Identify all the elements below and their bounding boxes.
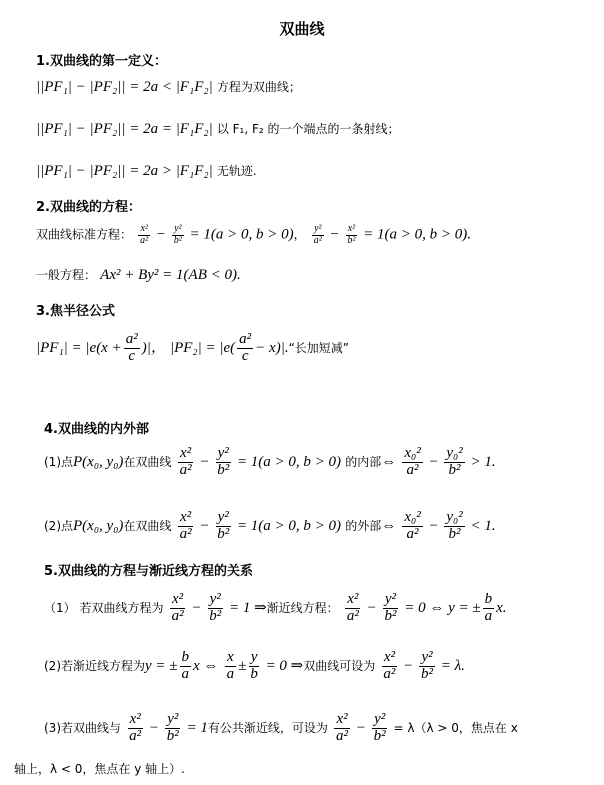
inner-region-line: (1)点P(x₀, y₀)在双曲线 $\frac{\text{x²}}{\text{a²}}$ − $\frac{\text{y²}}{\text{b²}}$ = 1(a > 0, b > 0) 的内部⇔ $\frac{\text{x₀²}}{\text{a²}}$ − $\frac{\text{y₀²}}{\text{b²}}$ > 1. <box>44 445 496 478</box>
focal-radius-line: |PF₁| = |e(x + $\frac{\text{a²}}{c}$ )|， |PF₂| = |e( $\frac{\text{a²}}{c}$ − x)|.“长加短减” <box>36 331 350 364</box>
frac-inner-y2b2: $\frac{\text{y²}}{\text{b²}}$ <box>217 445 230 478</box>
section-1-heading: 1.双曲线的第一定义： <box>36 54 167 69</box>
frac-r1-ba: $\frac{b}{a}$ <box>484 591 493 624</box>
frac-r3-x2a2: $\frac{\text{x²}}{\text{a²}}$ <box>129 711 142 744</box>
asymptote-rule-3-continued: 轴上，λ < 0，焦点在 y 轴上）. <box>14 762 185 776</box>
frac-r1-x2a2: $\frac{\text{x²}}{\text{a²}}$ <box>171 591 184 624</box>
definition-line-3 <box>36 162 596 180</box>
frac-x2-b2: $\frac{\text{x²}}{\text{b²}}$ <box>347 223 356 246</box>
definition-formula-1: ||PF₁| − |PF₂|| = 2a < |F₁F₂| <box>36 79 213 95</box>
standard-condition-2: = 1(a > 0, b > 0). <box>359 226 472 243</box>
frac-inner-y0: $\frac{\text{y₀²}}{\text{b²}}$ <box>446 445 463 478</box>
asymptote-rule-3: (3)若双曲线与 $\frac{\text{x²}}{\text{a²}}$ − $\frac{\text{y²}}{\text{b²}}$ = 1有公共渐近线，可设为 $\frac{\text{x²}}{\text{a²}}$ − $\frac{\text{y²}}{\text{b²}}$ = λ（λ > 0，焦点在 x <box>44 711 518 744</box>
frac-inner-x2a2: $\frac{\text{x²}}{\text{a²}}$ <box>179 445 192 478</box>
asymptote-rule-1: （1） 若双曲线方程为 $\frac{\text{x²}}{\text{a²}}$ − $\frac{\text{y²}}{\text{b²}}$ = 1 ⇒渐近线方程： $\frac{\text{x²}}{\text{a²}}$ − $\frac{\text{y²}}{\text{b²}}$ = 0 ⇔ y = ± $\frac{b}{a}$ x. <box>44 591 507 624</box>
frac-outer-y0: $\frac{\text{y₀²}}{\text{b²}}$ <box>446 509 463 542</box>
section-2-heading: 2.双曲线的方程： <box>36 200 141 215</box>
frac-x2-a2: $\frac{\text{x²}}{\text{a²}}$ <box>140 223 149 246</box>
outer-region-line: (2)点P(x₀, y₀)在双曲线 $\frac{\text{x²}}{\text{a²}}$ − $\frac{\text{y²}}{\text{b²}}$ = 1(a > 0, b > 0) 的外部⇔ $\frac{\text{x₀²}}{\text{a²}}$ − $\frac{\text{y₀²}}{\text{b²}}$ < 1. <box>44 509 496 542</box>
standard-condition-1: = 1(a > 0, b > 0) <box>185 226 294 243</box>
definition-line-1 <box>36 78 596 96</box>
frac-r1-y2b2: $\frac{\text{y²}}{\text{b²}}$ <box>209 591 222 624</box>
frac-outer-y2b2: $\frac{\text{y²}}{\text{b²}}$ <box>217 509 230 542</box>
asymptote-rule-2: (2)若渐近线方程为y = ± $\frac{b}{a}$ x ⇔ $\frac{x}{a}$ ± $\frac{y}{b}$ = 0 ⇒双曲线可设为 $\frac{\text{x²}}{\text{a²}}$ − $\frac{\text{y²}}{\text{b²}}$ = λ. <box>44 649 465 682</box>
section-3-heading: 3.焦半径公式 <box>36 304 115 319</box>
general-formula: Ax² + By² = 1(AB < 0). <box>100 267 241 283</box>
frac-y2-a2: $\frac{\text{y²}}{\text{a²}}$ <box>313 223 322 246</box>
frac-r1b-y2b2: $\frac{\text{y²}}{\text{b²}}$ <box>384 591 397 624</box>
standard-equation-line: 双曲线标准方程： $\frac{\text{x²}}{\text{a²}}$ − $\frac{\text{y²}}{\text{b²}}$ = 1(a > 0, b > 0)， $\frac{\text{y²}}{\text{a²}}$ − $\frac{\text{x²}}{\text{b²}}$ = 1(a > 0, b > 0). <box>36 223 472 246</box>
general-label: 一般方程： <box>36 268 97 282</box>
frac-r2-y2b2: $\frac{\text{y²}}{\text{b²}}$ <box>421 649 434 682</box>
frac-r3-y2b2: $\frac{\text{y²}}{\text{b²}}$ <box>166 711 179 744</box>
frac-r2-yb: $\frac{y}{b}$ <box>250 649 258 682</box>
frac-outer-x0: $\frac{\text{x₀²}}{\text{a²}}$ <box>404 509 421 542</box>
frac-r2-xa: $\frac{x}{a}$ <box>226 649 235 682</box>
frac-r2-ba: $\frac{b}{a}$ <box>181 649 190 682</box>
section-5-heading: 5.双曲线的方程与渐近线方程的关系 <box>44 564 253 579</box>
frac-a2-c: $\frac{\text{a²}}{c}$ <box>125 331 138 364</box>
frac-r1b-x2a2: $\frac{\text{x²}}{\text{a²}}$ <box>346 591 359 624</box>
frac-a2-c-2: $\frac{\text{a²}}{c}$ <box>239 331 252 364</box>
frac-r3b-x2a2: $\frac{\text{x²}}{\text{a²}}$ <box>336 711 349 744</box>
frac-r2-x2a2: $\frac{\text{x²}}{\text{a²}}$ <box>383 649 396 682</box>
definition-line-2 <box>36 120 596 138</box>
general-equation-line <box>36 266 596 284</box>
page-title: 双曲线 <box>279 20 325 38</box>
frac-y2-b2: $\frac{\text{y²}}{\text{b²}}$ <box>173 223 182 246</box>
focal-note: “长加短减” <box>288 340 350 355</box>
definition-formula-2: ||PF₁| − |PF₂|| = 2a = |F₁F₂| <box>36 121 213 137</box>
definition-text-1: 方程为双曲线； <box>216 80 301 94</box>
frac-r3b-y2b2: $\frac{\text{y²}}{\text{b²}}$ <box>373 711 386 744</box>
frac-outer-x2a2: $\frac{\text{x²}}{\text{a²}}$ <box>179 509 192 542</box>
section-4-heading: 4.双曲线的内外部 <box>44 422 149 437</box>
standard-label: 双曲线标准方程： <box>36 227 133 242</box>
definition-text-3: 无轨迹. <box>216 164 257 178</box>
frac-inner-x0: $\frac{\text{x₀²}}{\text{a²}}$ <box>404 445 421 478</box>
definition-text-2: 以 F₁, F₂ 的一个端点的一条射线； <box>216 122 400 136</box>
definition-formula-3: ||PF₁| − |PF₂|| = 2a > |F₁F₂| <box>36 163 213 179</box>
